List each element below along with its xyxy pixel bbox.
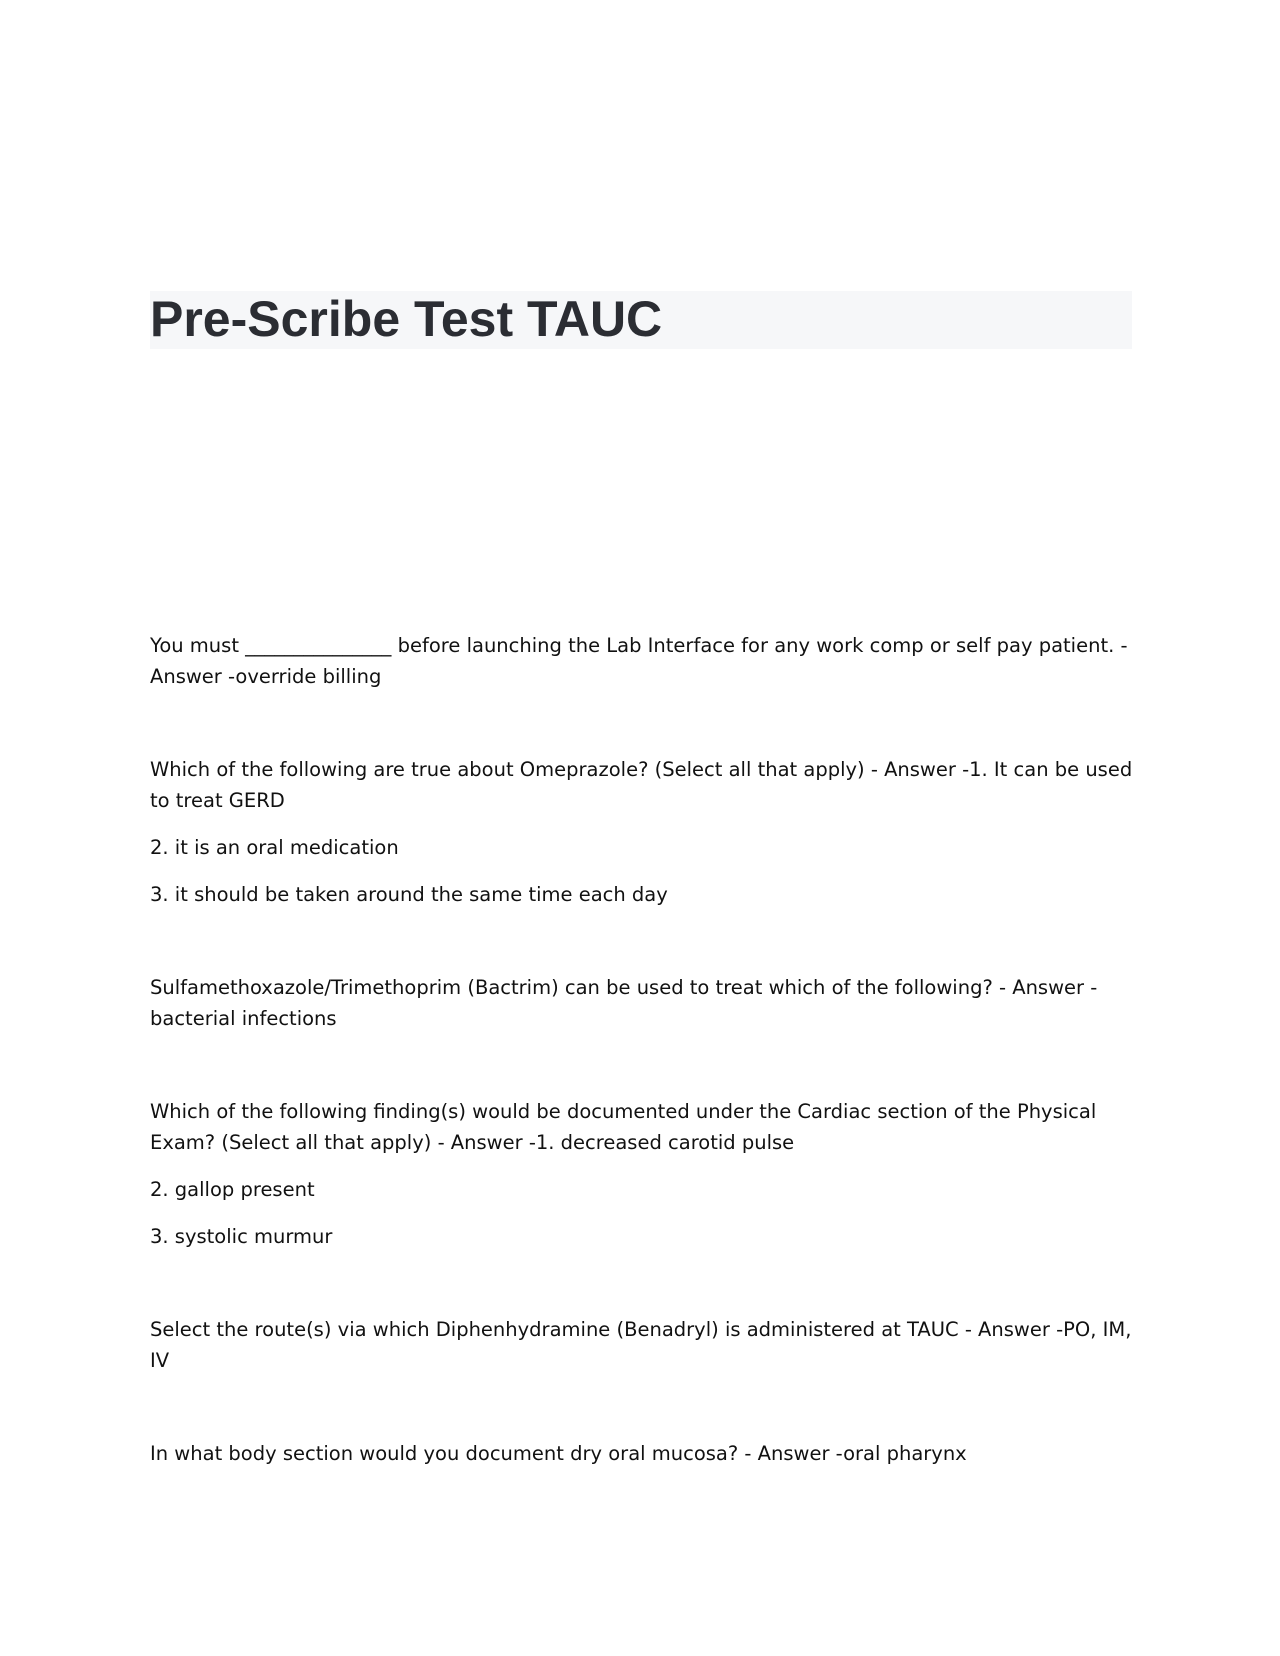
answer-line: 3. it should be taken around the same time each day	[150, 883, 668, 906]
qa-item	[150, 630, 1140, 692]
answer-line: 3. systolic murmur	[150, 1225, 333, 1248]
question-text: You must _______________ before launching the Lab Interface for any work comp or self pay patient. - Answer -override billing	[150, 634, 1128, 688]
qa-item	[150, 1096, 1140, 1252]
qa-list	[150, 630, 1140, 1469]
qa-item	[150, 1314, 1140, 1376]
document-title: Pre-Scribe Test TAUC	[150, 291, 663, 347]
answer-line: 2. gallop present	[150, 1178, 315, 1201]
qa-item	[150, 754, 1140, 910]
question-text: Sulfamethoxazole/Trimethoprim (Bactrim) can be used to treat which of the following? - Answer -bacterial infections	[150, 976, 1098, 1030]
question-text: Which of the following finding(s) would be documented under the Cardiac section of the Physical Exam? (Select all that apply) - Answer -1. decreased carotid pulse	[150, 1100, 1097, 1154]
question-text: Select the route(s) via which Diphenhydramine (Benadryl) is administered at TAUC - Answer -PO, IM, IV	[150, 1318, 1132, 1372]
question-text: Which of the following are true about Omeprazole? (Select all that apply) - Answer -1. It can be used to treat GERD	[150, 758, 1133, 812]
qa-item	[150, 972, 1140, 1034]
question-text: In what body section would you document dry oral mucosa? - Answer -oral pharynx	[150, 1442, 967, 1465]
answer-line: 2. it is an oral medication	[150, 836, 399, 859]
qa-item	[150, 1438, 1140, 1469]
